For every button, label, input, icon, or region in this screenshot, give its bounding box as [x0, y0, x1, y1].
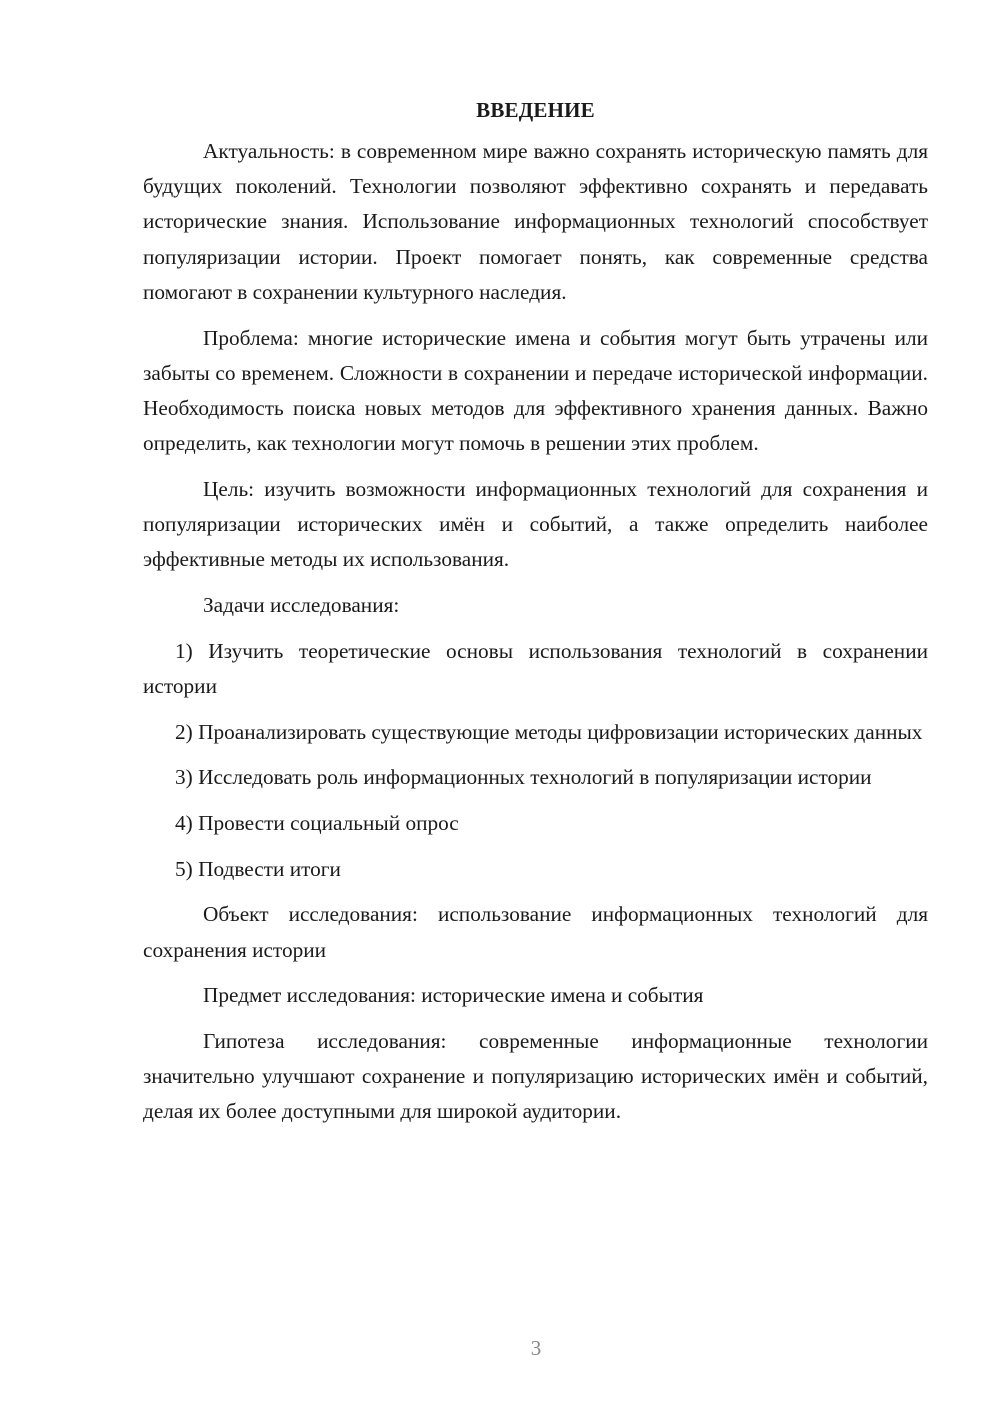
- goal-paragraph: Цель: изучить возможности информационных технологий для сохранения и популяризации исторических имён и событий, а также определить наиболее эффективные методы их использования.: [143, 476, 928, 572]
- subject-paragraph: Предмет исследования: исторические имена и события: [203, 983, 704, 1008]
- task-item-5: 5) Подвести итоги: [175, 856, 341, 881]
- page-content: [143, 96, 928, 1140]
- task-item-1: 1) Изучить теоретические основы использования технологий в сохранении истории: [143, 638, 928, 698]
- object-paragraph: Объект исследования: использование информационных технологий для сохранения истории: [143, 902, 928, 962]
- tasks-heading: Задачи исследования:: [203, 592, 400, 617]
- section-title: ВВЕДЕНИЕ: [476, 98, 595, 122]
- task-item-2: 2) Проанализировать существующие методы цифровизации исторических данных: [175, 719, 923, 744]
- page-number: 3: [530, 1336, 542, 1360]
- hypothesis-paragraph: Гипотеза исследования: современные информационные технологии значительно улучшают сохранение и популяризацию исторических имён и событий, делая их более доступными для широкой аудитории.: [143, 1028, 928, 1124]
- task-item-4: 4) Провести социальный опрос: [175, 810, 459, 835]
- problem-paragraph: Проблема: многие исторические имена и события могут быть утрачены или забыты со временем. Сложности в сохранении и передаче исторической информации. Необходимость поиска новых методов для эффективного хранения данных. Важно определить, как технологии могут помочь в решении этих проблем.: [143, 325, 928, 456]
- relevance-paragraph: Актуальность: в современном мире важно сохранять историческую память для будущих поколений. Технологии позволяют эффективно сохранять и передавать исторические знания. Использование информационных технологий способствует популяризации истории. Проект помогает понять, как современные средства помогают в сохранении культурного наследия.: [143, 139, 928, 304]
- task-item-3: 3) Исследовать роль информационных технологий в популяризации истории: [175, 765, 872, 790]
